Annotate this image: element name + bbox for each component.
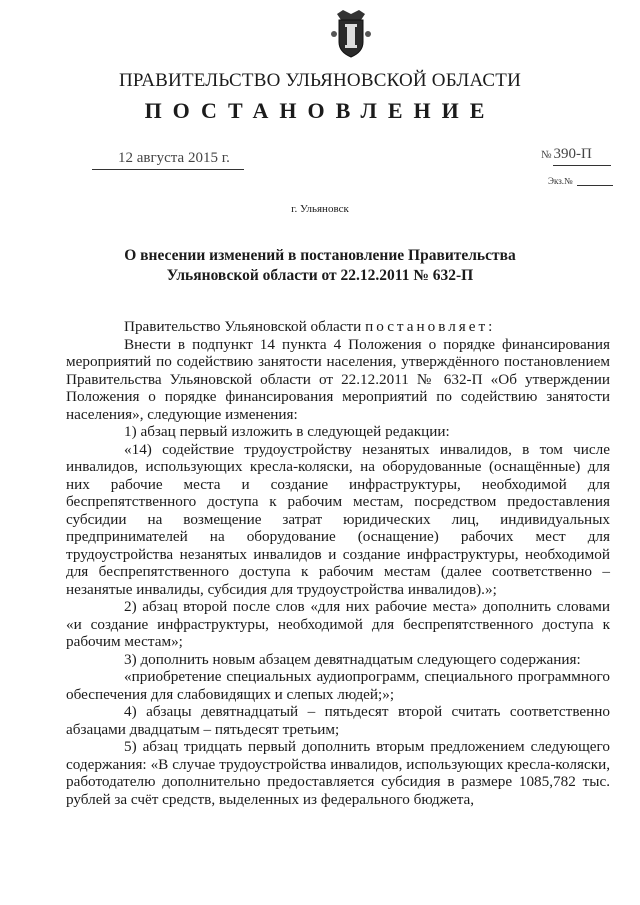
date-underline bbox=[92, 169, 244, 170]
paragraph: «приобретение специальных аудиопрограмм, специального программного обеспечения для слабовидящих и слепых людей;»; bbox=[66, 668, 610, 703]
title-line-2: Ульяновской области от 22.12.2011 № 632-П bbox=[166, 267, 474, 284]
paragraph: 1) абзац первый изложить в следующей редакции: bbox=[124, 423, 450, 440]
paragraph: 4) абзацы девятнадцатый – пятьдесят второй считать соответственно абзацами двадцатым – пятьдесят третьим; bbox=[66, 703, 610, 738]
number-value: 390-П bbox=[553, 146, 592, 162]
copy-number-underline bbox=[577, 185, 613, 186]
paragraph: 2) абзац второй после слов «для них рабочие места» дополнить словами «и создание инфраструктуры, необходимой для беспрепятственного доступа к рабочим местам»; bbox=[66, 598, 610, 650]
number-sign: № bbox=[541, 149, 552, 161]
copy-number-label: Экз.№ bbox=[548, 176, 573, 186]
document-title bbox=[60, 246, 580, 286]
preamble-colon: : bbox=[488, 318, 493, 335]
preamble-text: Правительство Ульяновской области bbox=[124, 318, 366, 335]
paragraph: 5) абзац тридцать первый дополнить вторым предложением следующего содержания: «В случае трудоустройства инвалидов, использующих кресла-коляски, работодателю дополнительно предоставляется субсидия в размере 1085,782 тыс. рублей за счёт средств, выделенных из федерального бюджета, bbox=[66, 738, 610, 808]
document-body bbox=[66, 318, 610, 808]
preamble-paragraph bbox=[66, 318, 610, 336]
coat-of-arms-icon bbox=[331, 8, 371, 60]
document-date: 12 августа 2015 г. bbox=[118, 150, 230, 166]
city-name: г. Ульяновск bbox=[291, 203, 349, 215]
preamble-resolves: постановляет bbox=[365, 318, 489, 335]
organization-name: ПРАВИТЕЛЬСТВО УЛЬЯНОВСКОЙ ОБЛАСТИ bbox=[118, 70, 522, 91]
title-line-1: О внесении изменений в постановление Правительства bbox=[124, 247, 516, 264]
number-underline bbox=[553, 165, 611, 166]
paragraph: 3) дополнить новым абзацем девятнадцатым следующего содержания: bbox=[124, 650, 581, 668]
document-type: ПОСТАНОВЛЕНИЕ bbox=[144, 98, 496, 123]
paragraph: «14) содействие трудоустройству незанятых инвалидов, в том числе инвалидов, использующих кресла-коляски, на оборудованные (оснащённые) для них рабочие места и создание инфраструктуры, необходимой для беспрепятственного доступа к рабочим местам, посредством предоставления субсидии на возмещение затрат юридических лиц, индивидуальных предпринимателей на оборудование (оснащение) рабочих мест для трудоустройства незанятых инвалидов и создание инфраструктуры, необходимой для беспрепятственного доступа к рабочим местам (далее соответственно – незанятые инвалиды, субсидия для трудоустройства инвалидов).»; bbox=[66, 440, 610, 598]
document-number bbox=[541, 146, 592, 163]
paragraph: Внести в подпункт 14 пункта 4 Положения о порядке финансирования мероприятий по содействию занятости населения, утверждённого постановлением Правительства Ульяновской области от 22.12.2011 № 632-П «Об утверждении Положения о порядке финансирования мероприятий по содействию занятости населения», следующие изменения: bbox=[66, 335, 610, 423]
